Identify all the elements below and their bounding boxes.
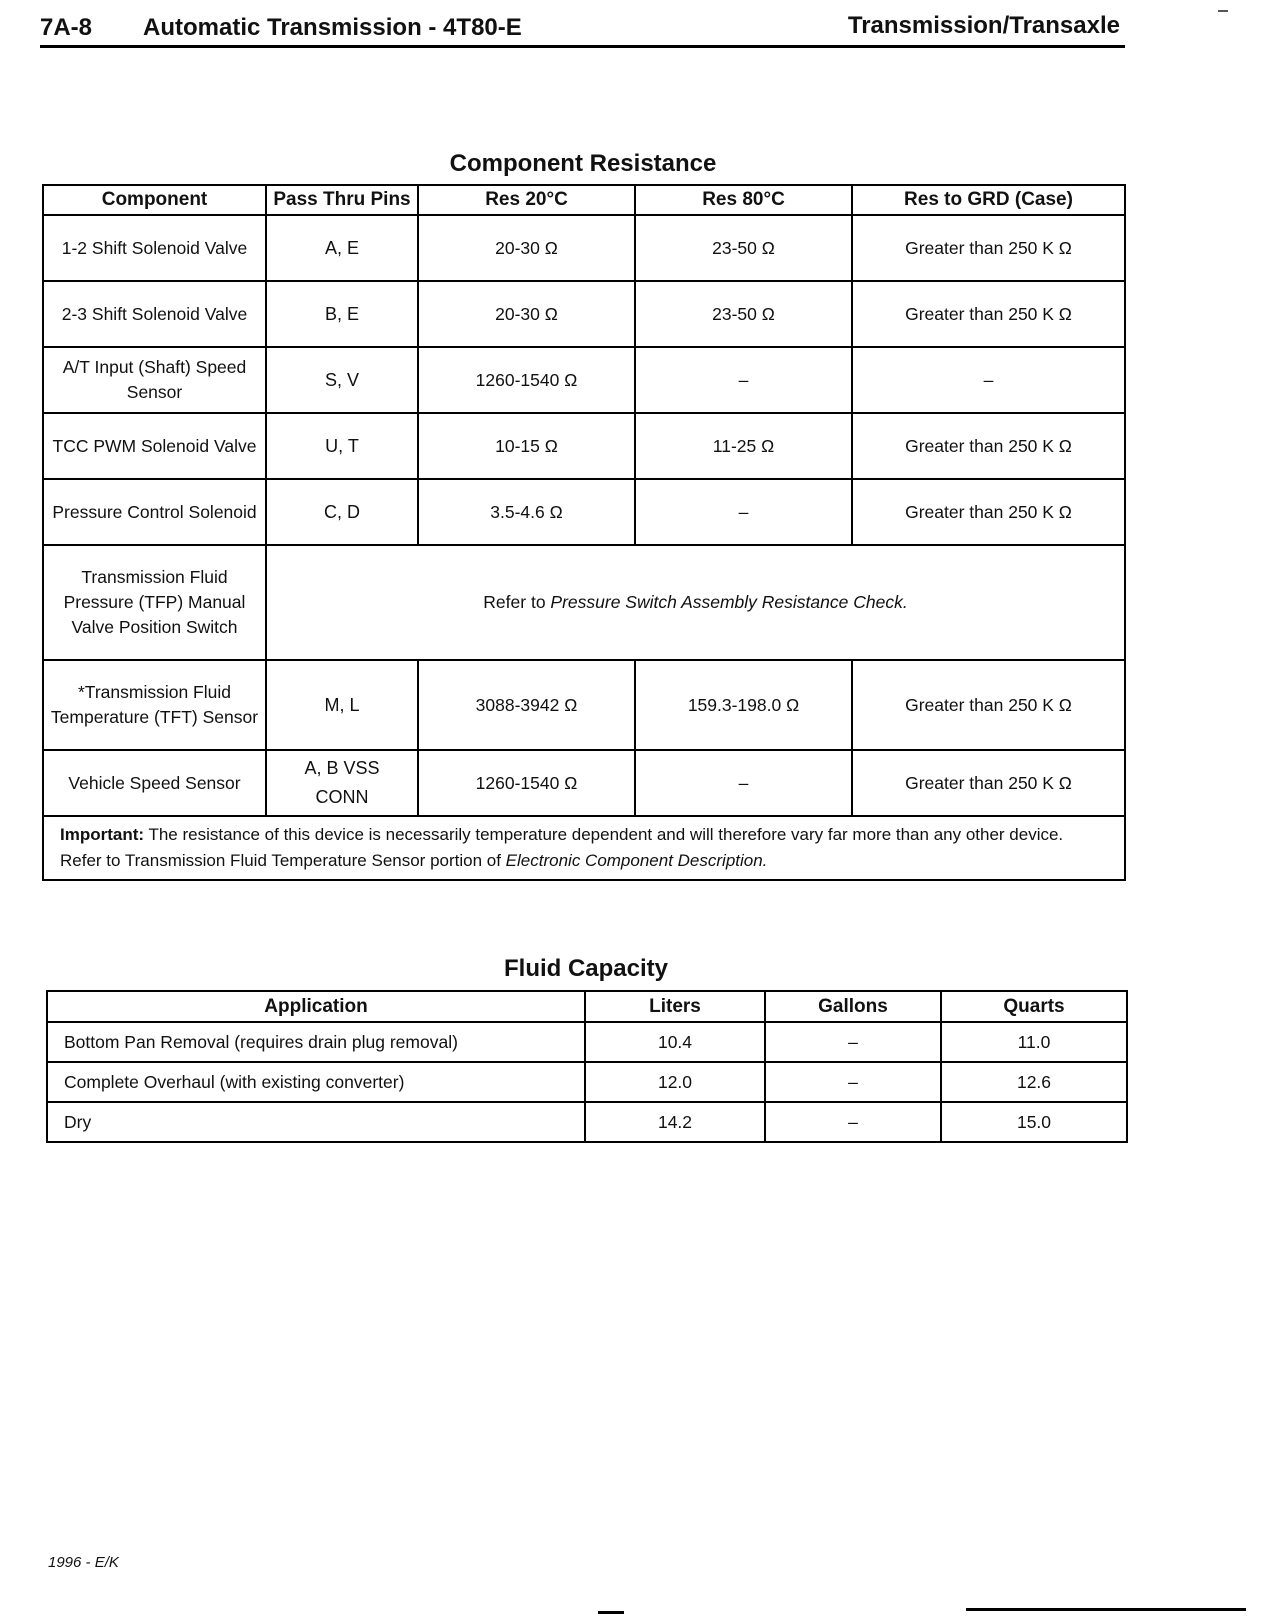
table-header-row xyxy=(43,185,1125,215)
important-note xyxy=(43,816,1125,880)
table-row xyxy=(47,1062,1127,1102)
res80-cell: 159.3-198.0 Ω xyxy=(635,660,852,750)
res20-cell: 3088-3942 Ω xyxy=(418,660,635,750)
grd-cell: – xyxy=(852,347,1125,413)
table-header-row xyxy=(47,991,1127,1022)
table-row-tfp xyxy=(43,545,1125,660)
res80-cell: 23-50 Ω xyxy=(635,281,852,347)
res80-cell: 11-25 Ω xyxy=(635,413,852,479)
res80-cell: – xyxy=(635,750,852,816)
application-cell: Dry xyxy=(47,1102,585,1142)
gallons-cell: – xyxy=(765,1102,941,1142)
note-text: The resistance of this device is necessarily temperature dependent and will therefore vary far more than any other device. Refer to Transmission Fluid Temperature Sensor portion of xyxy=(60,825,1064,870)
pins-cell: C, D xyxy=(266,479,418,545)
note-label: Important: xyxy=(60,825,145,844)
column-header: Quarts xyxy=(941,991,1127,1022)
gallons-cell: – xyxy=(765,1022,941,1062)
table-row xyxy=(43,479,1125,545)
res80-cell: 23-50 Ω xyxy=(635,215,852,281)
header-rule xyxy=(40,45,1125,48)
component-resistance-table xyxy=(42,184,1126,881)
liters-cell: 10.4 xyxy=(585,1022,765,1062)
application-cell: Bottom Pan Removal (requires drain plug removal) xyxy=(47,1022,585,1062)
column-header: Res 80°C xyxy=(635,185,852,215)
table-row xyxy=(47,1102,1127,1142)
grd-cell: Greater than 250 K Ω xyxy=(852,215,1125,281)
quarts-cell: 12.6 xyxy=(941,1062,1127,1102)
component-cell: A/T Input (Shaft) Speed Sensor xyxy=(43,347,266,413)
refer-cell xyxy=(266,545,1125,660)
important-note-row xyxy=(43,816,1125,880)
res20-cell: 3.5-4.6 Ω xyxy=(418,479,635,545)
pins-cell xyxy=(266,750,418,816)
res20-cell: 20-30 Ω xyxy=(418,281,635,347)
table-row xyxy=(43,413,1125,479)
res20-cell: 20-30 Ω xyxy=(418,215,635,281)
refer-link-text: Pressure Switch Assembly Resistance Check. xyxy=(550,592,908,612)
pins-cell: M, L xyxy=(266,660,418,750)
page-header xyxy=(40,12,1120,48)
pins-line: A, B VSS xyxy=(304,758,380,778)
res20-cell: 1260-1540 Ω xyxy=(418,347,635,413)
pins-cell: B, E xyxy=(266,281,418,347)
component-cell: 2-3 Shift Solenoid Valve xyxy=(43,281,266,347)
grd-cell: Greater than 250 K Ω xyxy=(852,281,1125,347)
gallons-cell: – xyxy=(765,1062,941,1102)
corner-mark xyxy=(1218,10,1228,12)
quarts-cell: 15.0 xyxy=(941,1102,1127,1142)
grd-cell: Greater than 250 K Ω xyxy=(852,750,1125,816)
fluid-capacity-title: Fluid Capacity xyxy=(503,955,669,982)
pins-cell: A, E xyxy=(266,215,418,281)
column-header: Application xyxy=(47,991,585,1022)
column-header: Gallons xyxy=(765,991,941,1022)
component-cell: Transmission Fluid Pressure (TFP) Manual Valve Position Switch xyxy=(43,545,266,660)
res80-cell: – xyxy=(635,347,852,413)
table-row xyxy=(43,281,1125,347)
component-cell: Vehicle Speed Sensor xyxy=(43,750,266,816)
grd-cell: Greater than 250 K Ω xyxy=(852,479,1125,545)
table-row xyxy=(43,347,1125,413)
table-row xyxy=(43,215,1125,281)
column-header: Liters xyxy=(585,991,765,1022)
edition-footer: 1996 - E/K xyxy=(48,1554,119,1571)
res80-cell: – xyxy=(635,479,852,545)
component-cell: 1-2 Shift Solenoid Valve xyxy=(43,215,266,281)
note-reference: Electronic Component Description. xyxy=(505,851,768,870)
refer-prefix: Refer to xyxy=(483,592,551,612)
column-header: Res 20°C xyxy=(418,185,635,215)
table-row xyxy=(47,1022,1127,1062)
liters-cell: 12.0 xyxy=(585,1062,765,1102)
table-row-tft xyxy=(43,660,1125,750)
table-row-vss xyxy=(43,750,1125,816)
column-header: Pass Thru Pins xyxy=(266,185,418,215)
grd-cell: Greater than 250 K Ω xyxy=(852,413,1125,479)
res20-cell: 10-15 Ω xyxy=(418,413,635,479)
page-code: 7A-8 xyxy=(40,14,93,41)
component-resistance-title: Component Resistance xyxy=(449,150,717,177)
fluid-capacity-table xyxy=(46,990,1128,1143)
liters-cell: 14.2 xyxy=(585,1102,765,1142)
grd-cell: Greater than 250 K Ω xyxy=(852,660,1125,750)
column-header: Res to GRD (Case) xyxy=(852,185,1125,215)
page-title: Automatic Transmission - 4T80-E xyxy=(143,14,522,41)
component-cell: Pressure Control Solenoid xyxy=(43,479,266,545)
pins-cell: U, T xyxy=(266,413,418,479)
section-title: Transmission/Transaxle xyxy=(847,12,1120,39)
component-cell: TCC PWM Solenoid Valve xyxy=(43,413,266,479)
pins-cell: S, V xyxy=(266,347,418,413)
column-header: Component xyxy=(43,185,266,215)
application-cell: Complete Overhaul (with existing converter) xyxy=(47,1062,585,1102)
bottom-rule xyxy=(966,1608,1246,1611)
quarts-cell: 11.0 xyxy=(941,1022,1127,1062)
pins-line: CONN xyxy=(315,787,369,807)
component-cell: *Transmission Fluid Temperature (TFT) Sensor xyxy=(43,660,266,750)
bottom-dash xyxy=(598,1611,624,1614)
res20-cell: 1260-1540 Ω xyxy=(418,750,635,816)
